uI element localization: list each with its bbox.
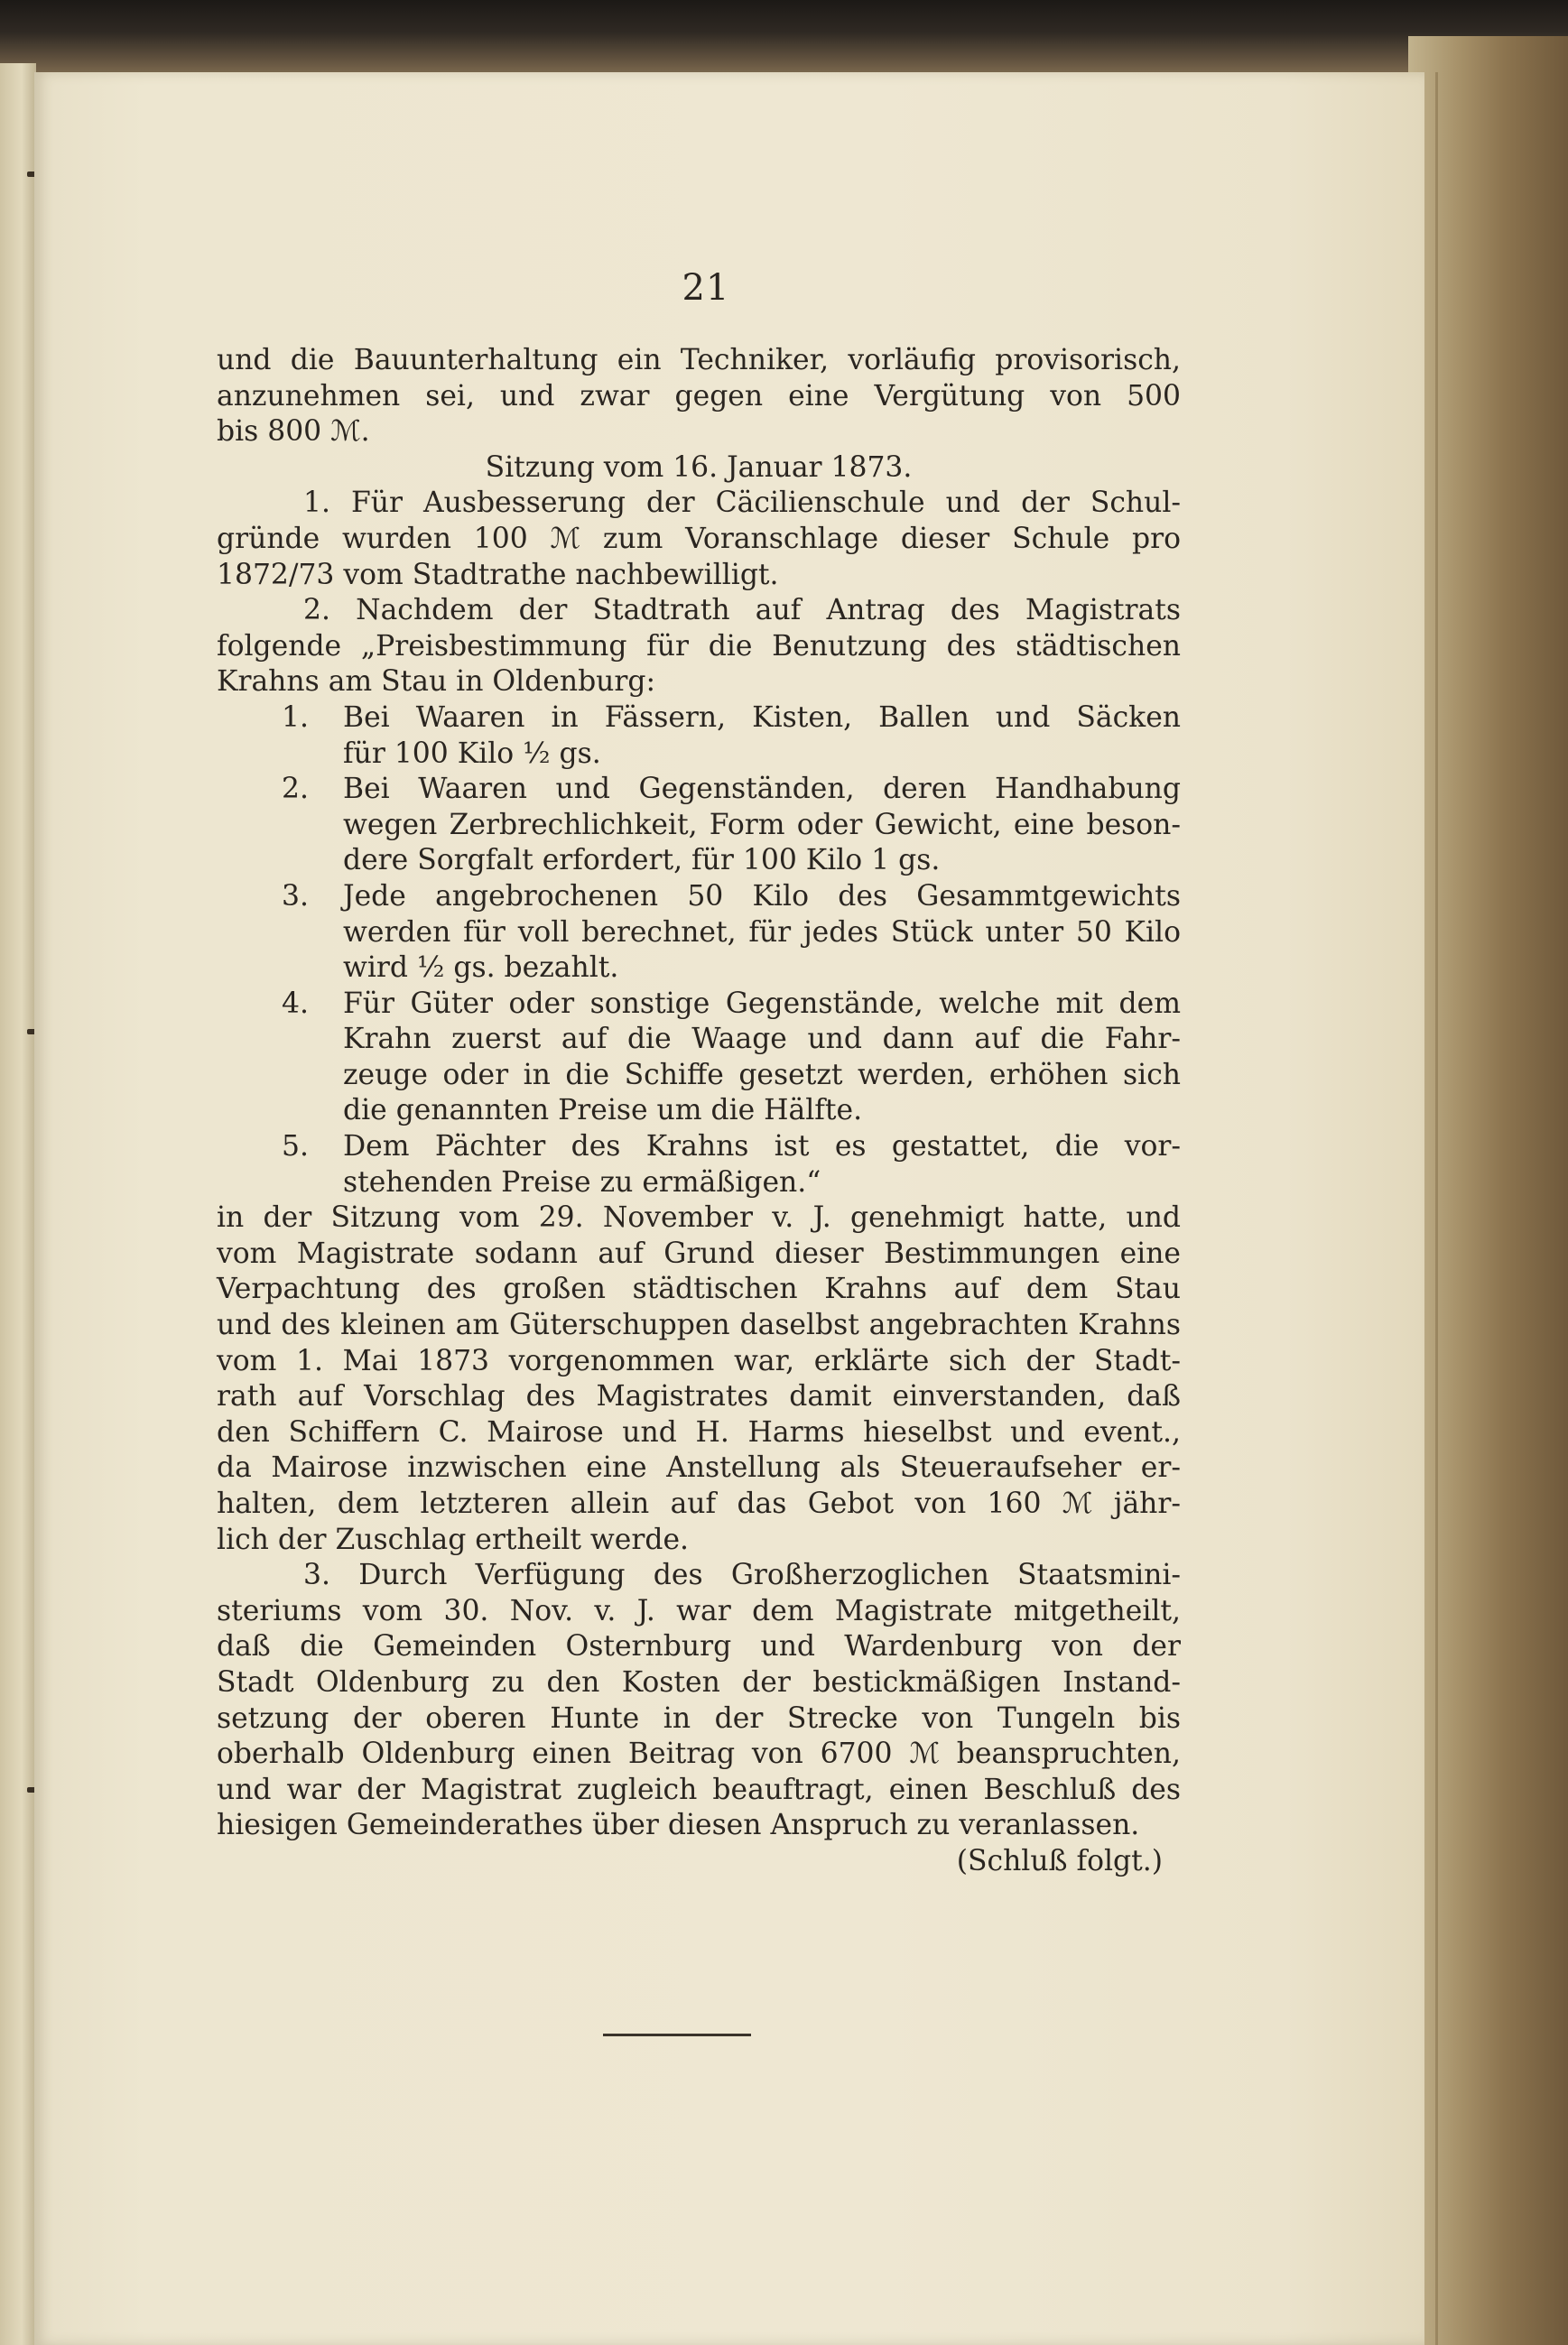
tariff-item <box>217 987 1181 1129</box>
text-line: den Schiffern C. Mairose und H. Harms hieselbst und event., <box>217 1415 1181 1449</box>
text-line: wegen Zerbrechlichkeit, Form oder Gewicht, eine beson- <box>343 808 1181 841</box>
page-body <box>217 343 1181 1880</box>
page-number: 21 <box>682 267 730 309</box>
text-line: 1872/73 vom Stadtrathe nachbewilligt. <box>217 558 779 591</box>
text-line: dere Sorgfalt erfordert, für 100 Kilo 1 gs. <box>343 844 941 877</box>
closing-note: (Schluß folgt.) <box>956 1844 1163 1877</box>
tariff-list <box>217 700 1181 1200</box>
text-line: setzung der oberen Hunte in der Strecke von Tungeln bis <box>217 1701 1181 1735</box>
item-2-intro <box>217 593 1181 700</box>
text-line: daß die Gemeinden Osternburg und Wardenburg von der <box>217 1630 1181 1664</box>
text-line: Krahns am Stau in Oldenburg: <box>217 665 656 699</box>
text-line: Stadt Oldenburg zu den Kosten der bestickmäßigen Instand- <box>217 1665 1181 1699</box>
tariff-item <box>217 1129 1181 1200</box>
text-line: Bei Waaren und Gegenständen, deren Handhabung <box>343 773 1181 806</box>
text-line: Krahn zuerst auf die Waage und dann auf die Fahr- <box>343 1023 1181 1056</box>
text-line: 3. Durch Verfügung des Großherzoglichen Staatsmini- <box>303 1559 1181 1592</box>
text-line: Jede angebrochenen 50 Kilo des Gesammtgewichts <box>343 879 1181 913</box>
text-line: hiesigen Gemeinderathes über diesen Anspruch zu veranlassen. <box>217 1809 1140 1842</box>
text-line: halten, dem letzteren allein auf das Gebot von 160 ℳ jähr- <box>217 1488 1181 1520</box>
item-3 <box>217 1558 1181 1844</box>
text-line: in der Sitzung vom 29. November v. J. genehmigt hatte, und <box>217 1201 1181 1235</box>
text-line: Bei Waaren in Fässern, Kisten, Ballen und Säcken <box>343 700 1181 734</box>
text-line: da Mairose inzwischen eine Anstellung als Steueraufseher er- <box>217 1451 1181 1485</box>
text-line: vom 1. Mai 1873 vorgenommen war, erklärte sich der Stadt- <box>217 1344 1181 1377</box>
text-line: Für Güter oder sonstige Gegenstände, welche mit dem <box>343 987 1181 1020</box>
text-line: Dem Pächter des Krahns ist es gestattet, die vor- <box>343 1130 1181 1163</box>
facing-page-edge <box>0 63 36 2345</box>
opening-paragraph <box>217 343 1181 450</box>
text-line: stehenden Preise zu ermäßigen.“ <box>343 1165 821 1199</box>
tariff-item <box>217 879 1181 987</box>
text-line: folgende „Preisbestimmung für die Benutzung des städtischen <box>217 629 1181 663</box>
text-line: werden für voll berechnet, für jedes Stück unter 50 Kilo <box>343 915 1181 949</box>
item-2-continuation <box>217 1200 1181 1558</box>
text-line: wird ½ gs. bezahlt. <box>343 951 619 985</box>
session-heading: Sitzung vom 16. Januar 1873. <box>485 450 913 484</box>
text-line: anzunehmen sei, und zwar gegen eine Vergütung von 500 <box>217 379 1181 412</box>
text-line: und war der Magistrat zugleich beauftragt, einen Beschluß des <box>217 1773 1181 1806</box>
item-1 <box>217 486 1181 593</box>
text-line: bis 800 ℳ. <box>217 415 370 449</box>
text-line: Verpachtung des großen städtischen Krahns auf dem Stau <box>217 1273 1181 1306</box>
tariff-number: 4. <box>282 987 309 1020</box>
text-line: die genannten Preise um die Hälfte. <box>343 1094 863 1127</box>
book-top-edge <box>0 0 1568 81</box>
tariff-item <box>217 772 1181 879</box>
text-line: lich der Zuschlag ertheilt werde. <box>217 1523 690 1556</box>
end-rule <box>603 2034 751 2036</box>
tariff-number: 3. <box>282 879 309 913</box>
text-line: vom Magistrate sodann auf Grund dieser Bestimmungen eine <box>217 1237 1181 1270</box>
text-line: oberhalb Oldenburg einen Beitrag von 6700 ℳ beanspruchten, <box>217 1738 1181 1771</box>
text-line: und die Bauunterhaltung ein Techniker, vorläufig provisorisch, <box>217 344 1181 376</box>
text-line: und des kleinen am Güterschuppen daselbst angebrachten Krahns <box>217 1309 1181 1342</box>
text-line: zeuge oder in die Schiffe gesetzt werden, erhöhen sich <box>343 1058 1181 1091</box>
text-line: steriums vom 30. Nov. v. J. war dem Magistrate mitgetheilt, <box>217 1594 1181 1627</box>
text-line: 2. Nachdem der Stadtrath auf Antrag des Magistrats <box>303 594 1181 627</box>
tariff-number: 1. <box>282 700 309 734</box>
gutter-line <box>1435 72 1438 2345</box>
tariff-number: 5. <box>282 1130 309 1163</box>
tariff-number: 2. <box>282 773 309 806</box>
text-line: 1. Für Ausbesserung der Cäcilienschule und der Schul- <box>303 487 1181 520</box>
text-line: rath auf Vorschlag des Magistrates damit einverstanden, daß <box>217 1380 1181 1413</box>
book-spine <box>1408 36 1568 2345</box>
text-line: gründe wurden 100 ℳ zum Voranschlage dieser Schule pro <box>217 522 1181 555</box>
tariff-item <box>217 700 1181 772</box>
text-line: für 100 Kilo ½ gs. <box>343 737 601 770</box>
